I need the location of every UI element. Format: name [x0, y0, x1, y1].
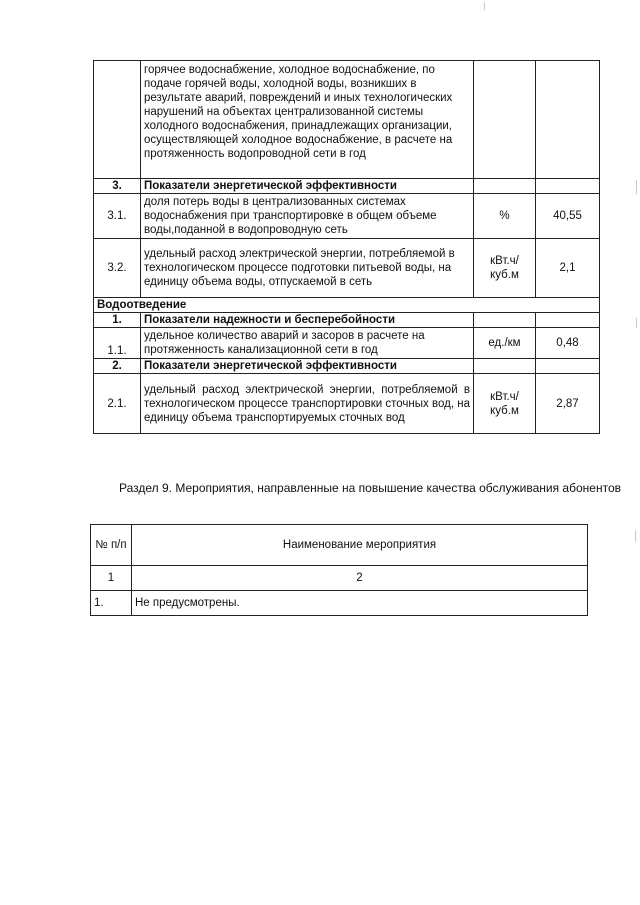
column-index-row [91, 566, 588, 591]
value-cell: 0,48 [536, 328, 600, 359]
table-row [94, 194, 600, 239]
table-header-row [91, 525, 588, 566]
scan-edge-mark [636, 180, 637, 194]
scan-edge-mark [636, 318, 637, 328]
measures-table [90, 524, 588, 616]
indicator-name-cell [141, 61, 474, 179]
column-index-cell: 1 [91, 566, 132, 591]
group-number-cell: 3. [94, 179, 141, 194]
indicator-name-cell: удельный расход электрической энергии, потребляемой в технологическом процессе транспортировки сточных вод, на единицу объема транспортируемых сточных вод [141, 374, 474, 434]
unit-cell: ед./км [474, 328, 536, 359]
table-row [94, 374, 600, 434]
indicators-table [93, 60, 600, 434]
empty-cell [474, 179, 536, 194]
indicator-name-cell: удельное количество аварий и засоров в расчете на протяженность канализационной сети в год [141, 328, 474, 359]
empty-cell [474, 313, 536, 328]
group-number-cell: 2. [94, 359, 141, 374]
group-title-cell: Показатели энергетической эффективности [141, 359, 474, 374]
unit-cell: % [474, 194, 536, 239]
row-number-cell [94, 61, 141, 179]
empty-cell [536, 313, 600, 328]
row-number-cell: 1. [91, 591, 132, 616]
section-title-cell: Водоотведение [94, 298, 600, 313]
section-row [94, 298, 600, 313]
indicator-name-cell: удельный расход электрической энергии, потребляемой в технологическом процессе подготовки питьевой воды, на единицу объема воды, отпускаемой в сеть [141, 239, 474, 298]
empty-cell [536, 179, 600, 194]
table-row [94, 61, 600, 179]
group-title-cell: Показатели надежности и бесперебойности [141, 313, 474, 328]
value-cell: 2,1 [536, 239, 600, 298]
indicator-name-cell: доля потерь воды в централизованных системах водоснабжения при транспортировке в общем объеме воды,поданной в водопроводную сеть [141, 194, 474, 239]
measure-name-cell: Не предусмотрены. [132, 591, 588, 616]
value-cell: 40,55 [536, 194, 600, 239]
table-row [91, 591, 588, 616]
row-number-cell: 1.1. [94, 328, 141, 359]
table-row [94, 328, 600, 359]
column-index-cell: 2 [132, 566, 588, 591]
section-heading: Раздел 9. Мероприятия, направленные на повышение качества обслуживания абонентов [119, 481, 621, 495]
group-row [94, 179, 600, 194]
row-number-cell: 3.1. [94, 194, 141, 239]
indicator-name-text: горячее водоснабжение, холодное водоснабжение, по подаче горячей воды, холодной воды, возникших в результате аварий, повреждений и иных технологических нарушений на объектах централизованной системы холодного водоснабжения, принадлежащих организации, осуществляющей холодное водоснабжение, в расчете на протяженность водопроводной сети в год [144, 64, 453, 160]
row-number-cell: 3.2. [94, 239, 141, 298]
header-name-cell: Наименование мероприятия [132, 525, 588, 566]
scan-edge-mark [484, 2, 485, 10]
group-title-cell: Показатели энергетической эффективности [141, 179, 474, 194]
group-number-cell: 1. [94, 313, 141, 328]
value-cell [536, 61, 600, 179]
empty-cell [536, 359, 600, 374]
group-row [94, 359, 600, 374]
value-cell: 2,87 [536, 374, 600, 434]
unit-cell [474, 61, 536, 179]
unit-cell: кВт.ч/ куб.м [474, 374, 536, 434]
empty-cell [474, 359, 536, 374]
row-number-cell: 2.1. [94, 374, 141, 434]
header-number-cell: № п/п [91, 525, 132, 566]
group-row [94, 313, 600, 328]
scan-edge-mark [635, 530, 636, 542]
unit-cell: кВт.ч/ куб.м [474, 239, 536, 298]
table-row [94, 239, 600, 298]
